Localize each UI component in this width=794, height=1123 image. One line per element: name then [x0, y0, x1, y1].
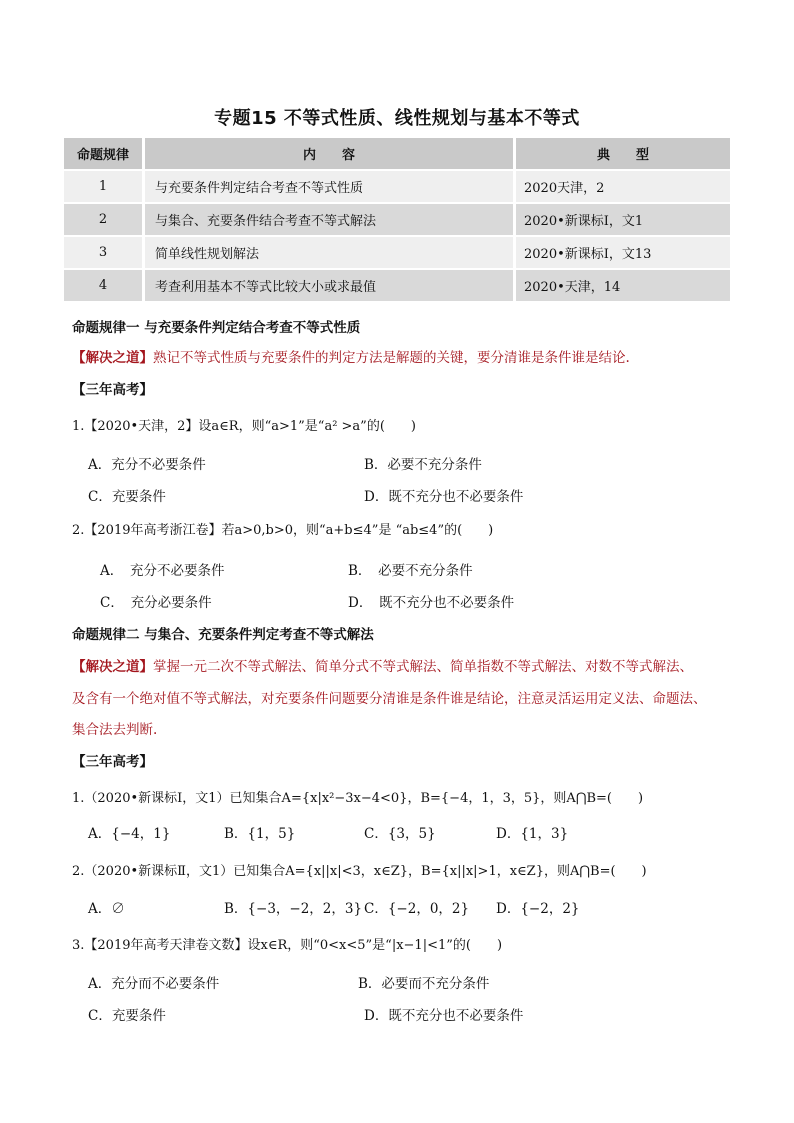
option-c: C．{3，5} [364, 826, 436, 842]
option-b: B．{1，5} [224, 826, 296, 842]
option-d: D．{−2，2} [496, 901, 580, 917]
table-header-cell: 内 容 [145, 138, 513, 169]
table-row [64, 237, 730, 268]
option-b: B． 必要不充分条件 [348, 563, 473, 579]
table-header-row [64, 138, 730, 169]
question-stem: 1.【2020•天津，2】设a∈R，则“a>1”是“a² >a”的( ) [72, 419, 416, 434]
option-c: C．充要条件 [88, 1008, 166, 1024]
method-label: 【解决之道】 [72, 659, 153, 675]
rule-number: 4 [64, 270, 142, 301]
three-years-label: 【三年高考】 [72, 754, 153, 770]
method-text: 掌握一元二次不等式解法、简单分式不等式解法、简单指数不等式解法、对数不等式解法、 [153, 659, 693, 675]
rule-example: 2020•新课标Ⅰ，文1 [516, 204, 730, 235]
table-row [64, 270, 730, 301]
option-b: B．必要不充分条件 [364, 457, 482, 473]
option-b: B．必要而不充分条件 [358, 976, 490, 992]
option-a: A．∅ [88, 901, 125, 917]
option-a: A．充分而不必要条件 [88, 976, 220, 992]
option-b: B．{−3，−2，2，3} [224, 901, 363, 917]
rules-table [64, 136, 730, 303]
rule-content: 考查利用基本不等式比较大小或求最值 [145, 270, 513, 301]
rule-content: 与集合、充要条件结合考查不等式解法 [145, 204, 513, 235]
question-stem: 3.【2019年高考天津卷文数】设x∈R，则“0<x<5”是“|x−1|<1”的( ) [72, 938, 503, 953]
rule-example: 2020天津，2 [516, 171, 730, 202]
method-label: 【解决之道】 [72, 350, 153, 366]
option-c: C．充要条件 [88, 489, 166, 505]
section-heading: 命题规律一 与充要条件判定结合考查不等式性质 [72, 320, 361, 336]
method-paragraph [72, 346, 630, 366]
option-c: C． 充分必要条件 [100, 595, 212, 611]
rule-content: 简单线性规划解法 [145, 237, 513, 268]
option-a: A．充分不必要条件 [88, 457, 206, 473]
option-a: A． 充分不必要条件 [100, 563, 225, 579]
question-stem: 2.【2019年高考浙江卷】若a>0,b>0，则“a+b≤4”是 “ab≤4”的( ) [72, 523, 494, 538]
rule-example: 2020•天津，14 [516, 270, 730, 301]
page-title: 专题15 不等式性质、线性规划与基本不等式 [214, 108, 580, 129]
rule-example: 2020•新课标Ⅰ，文13 [516, 237, 730, 268]
table-header-cell: 典 型 [516, 138, 730, 169]
rule-number: 3 [64, 237, 142, 268]
option-d: D．既不充分也不必要条件 [364, 1008, 524, 1024]
table-row [64, 171, 730, 202]
section-heading: 命题规律二 与集合、充要条件判定考查不等式解法 [72, 627, 374, 643]
method-text: 及含有一个绝对值不等式解法，对充要条件问题要分清谁是条件谁是结论，注意灵活运用定义法、命题法、 [72, 691, 707, 707]
method-text: 集合法去判断. [72, 722, 158, 738]
option-c: C．{−2，0，2} [364, 901, 470, 917]
option-d: D．既不充分也不必要条件 [364, 489, 524, 505]
option-d: D． 既不充分也不必要条件 [348, 595, 515, 611]
option-d: D．{1，3} [496, 826, 569, 842]
question-stem: 1.（2020•新课标Ⅰ，文1）已知集合A={x|x²−3x−4<0}，B={−4，1，3，5}，则A⋂B=( ) [72, 791, 644, 806]
rule-number: 2 [64, 204, 142, 235]
rule-content: 与充要条件判定结合考查不等式性质 [145, 171, 513, 202]
rule-number: 1 [64, 171, 142, 202]
three-years-label: 【三年高考】 [72, 382, 153, 398]
table-header-cell: 命题规律 [64, 138, 142, 169]
method-paragraph [72, 655, 693, 675]
question-stem: 2.（2020•新课标Ⅱ，文1）已知集合A={x||x|<3，x∈Z}，B={x||x|>1，x∈Z}，则A⋂B=( ) [72, 864, 647, 879]
table-row [64, 204, 730, 235]
option-a: A．{−4，1} [88, 826, 171, 842]
method-text: 熟记不等式性质与充要条件的判定方法是解题的关键，要分清谁是条件谁是结论. [153, 350, 630, 366]
